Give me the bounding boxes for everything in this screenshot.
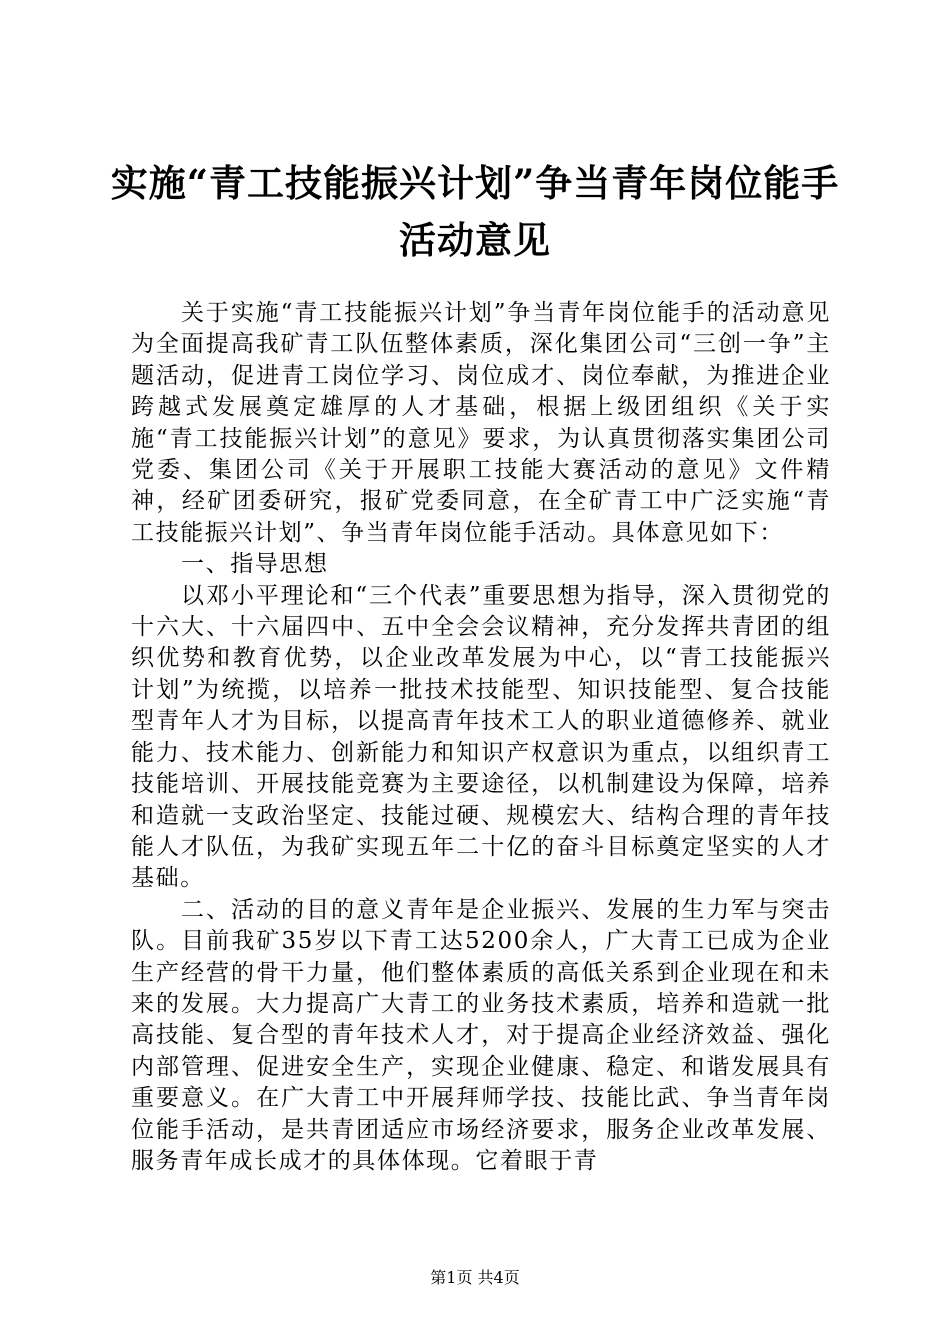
intro-paragraph: 关于实施“青工技能振兴计划”争当青年岗位能手的活动意见为全面提高我矿青工队伍整体素质，深化集团公司“三创一争”主题活动，促进青工岗位学习、岗位成才、岗位奉献，为推进企业跨越式发展奠定雄厚的人才基础，根据上级团组织《关于实施“青工技能振兴计划”的意见》要求，为认真贯彻落实集团公司党委、集团公司《关于开展职工技能大赛活动的意见》文件精神，经矿团委研究，报矿党委同意，在全矿青工中广泛实施“青工技能振兴计划”、争当青年岗位能手活动。具体意见如下：	[131, 300, 831, 546]
section-heading-guiding-thought: 一、指导思想	[181, 551, 329, 578]
document-title-line-1: 实施“青工技能振兴计划”争当青年岗位能手	[110, 161, 840, 205]
page-footer: 第1页 共4页	[430, 1268, 520, 1287]
guiding-thought-paragraph: 以邓小平理论和“三个代表”重要思想为指导，深入贯彻党的十六大、十六届四中、五中全会会议精神，充分发挥共青团的组织优势和教育优势，以企业改革发展为中心，以“青工技能振兴计划”为统揽，以培养一批技术技能型、知识技能型、复合技能型青年人才为目标，以提高青年技术工人的职业道德修养、就业能力、技术能力、创新能力和知识产权意识为重点，以组织青工技能培训、开展技能竞赛为主要途径，以机制建设为保障，培养和造就一支政治坚定、技能过硬、规模宏大、结构合理的青年技能人才队伍，为我矿实现五年二十亿的奋斗目标奠定坚实的人才基础。	[131, 582, 831, 892]
purpose-paragraph: 二、活动的目的意义青年是企业振兴、发展的生力军与突击队。目前我矿35岁以下青工达5200余人，广大青工已成为企业生产经营的骨干力量，他们整体素质的高低关系到企业现在和未来的发展。大力提高广大青工的业务技术素质，培养和造就一批高技能、复合型的青年技术人才，对于提高企业经济效益、强化内部管理、促进安全生产，实现企业健康、稳定、和谐发展具有重要意义。在广大青工中开展拜师学技、技能比武、争当青年岗位能手活动，是共青团适应市场经济要求，服务企业改革发展、服务青年成长成才的具体体现。它着眼于青	[131, 896, 831, 1174]
document-title-line-2: 活动意见	[399, 218, 551, 262]
document-body	[131, 298, 831, 1177]
